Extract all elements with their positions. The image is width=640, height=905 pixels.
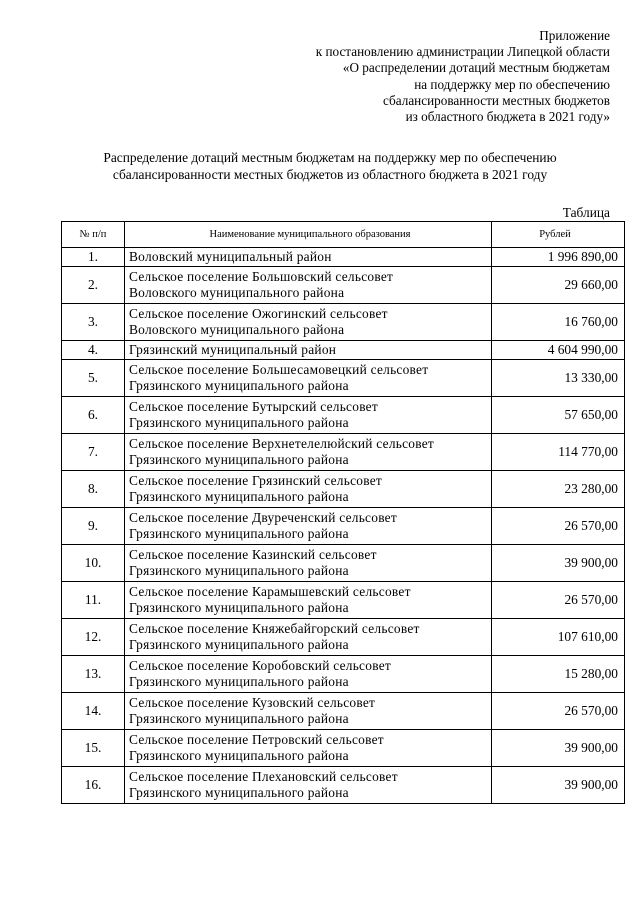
municipality-name-line: Грязинского муниципального района	[129, 711, 349, 726]
municipality-name	[125, 471, 492, 508]
municipality-name	[125, 434, 492, 471]
row-number: 9.	[62, 508, 125, 545]
table-row	[62, 267, 625, 304]
amount-rubles: 39 900,00	[492, 545, 625, 582]
document-title	[40, 150, 620, 183]
amount-rubles: 4 604 990,00	[492, 341, 625, 360]
municipality-name-line: Сельское поселение Ожогинский сельсовет	[129, 306, 388, 322]
row-number: 10.	[62, 545, 125, 582]
appendix-line: к постановлению администрации Липецкой области	[315, 44, 610, 60]
amount-rubles: 16 760,00	[492, 304, 625, 341]
amount-rubles: 23 280,00	[492, 471, 625, 508]
table-row	[62, 693, 625, 730]
table-header-row	[62, 222, 625, 248]
appendix-line: «О распределении дотаций местным бюджетам	[342, 60, 610, 76]
row-number: 7.	[62, 434, 125, 471]
municipality-name-line: Сельское поселение Большесамовецкий сельсовет	[129, 362, 429, 378]
municipality-name	[125, 619, 492, 656]
appendix-line: Приложение	[539, 28, 610, 43]
row-number: 16.	[62, 767, 125, 804]
row-number: 2.	[62, 267, 125, 304]
municipality-name-line: Сельское поселение Казинский сельсовет	[129, 547, 377, 563]
municipality-name-line: Сельское поселение Двуреченский сельсовет	[129, 510, 397, 526]
table-row	[62, 434, 625, 471]
municipality-name	[125, 341, 492, 360]
municipality-name-line: Грязинского муниципального района	[129, 674, 349, 689]
row-number: 5.	[62, 360, 125, 397]
municipality-name-line: Воловского муниципального района	[129, 322, 345, 337]
municipality-name-line: Сельское поселение Плехановский сельсовет	[129, 769, 398, 785]
table-row	[62, 656, 625, 693]
allocation-table	[61, 221, 625, 804]
appendix-block	[210, 28, 610, 125]
table-row	[62, 397, 625, 434]
table-row	[62, 471, 625, 508]
municipality-name	[125, 397, 492, 434]
amount-rubles: 15 280,00	[492, 656, 625, 693]
municipality-name-line: Грязинского муниципального района	[129, 637, 349, 652]
appendix-line: из областного бюджета в 2021 году»	[405, 109, 610, 125]
table-row	[62, 582, 625, 619]
municipality-name-line: Воловского муниципального района	[129, 285, 345, 300]
amount-rubles: 26 570,00	[492, 693, 625, 730]
amount-rubles: 29 660,00	[492, 267, 625, 304]
table-label: Таблица	[562, 205, 610, 220]
appendix-line: сбалансированности местных бюджетов	[383, 92, 610, 108]
municipality-name	[125, 730, 492, 767]
title-line-2: сбалансированности местных бюджетов из областного бюджета в 2021 году	[112, 166, 548, 182]
municipality-name-line: Грязинского муниципального района	[129, 415, 349, 430]
municipality-name-line: Сельское поселение Кузовский сельсовет	[129, 695, 376, 711]
municipality-name-line: Сельское поселение Грязинский сельсовет	[129, 473, 383, 489]
table-row	[62, 619, 625, 656]
municipality-name-line: Сельское поселение Карамышевский сельсовет	[129, 584, 411, 600]
municipality-name-line: Грязинского муниципального района	[129, 452, 349, 467]
amount-rubles: 26 570,00	[492, 508, 625, 545]
municipality-name-line: Грязинского муниципального района	[129, 489, 349, 504]
row-number: 15.	[62, 730, 125, 767]
row-number: 13.	[62, 656, 125, 693]
municipality-name-line: Грязинского муниципального района	[129, 600, 349, 615]
table-body	[62, 248, 625, 804]
municipality-name-line: Грязинский муниципальный район	[129, 342, 337, 358]
municipality-name-line: Сельское поселение Коробовский сельсовет	[129, 658, 391, 674]
amount-rubles: 114 770,00	[492, 434, 625, 471]
row-number: 14.	[62, 693, 125, 730]
table-row	[62, 545, 625, 582]
municipality-name	[125, 656, 492, 693]
table-row	[62, 248, 625, 267]
municipality-name-line: Сельское поселение Большовский сельсовет	[129, 269, 394, 285]
amount-rubles: 1 996 890,00	[492, 248, 625, 267]
title-line-1: Распределение дотаций местным бюджетам на поддержку мер по обеспечению	[103, 150, 557, 165]
amount-rubles: 39 900,00	[492, 767, 625, 804]
municipality-name	[125, 508, 492, 545]
table-row	[62, 730, 625, 767]
row-number: 4.	[62, 341, 125, 360]
header-name: Наименование муниципального образования	[125, 222, 492, 248]
municipality-name	[125, 304, 492, 341]
municipality-name	[125, 248, 492, 267]
municipality-name	[125, 582, 492, 619]
municipality-name-line: Грязинского муниципального района	[129, 748, 349, 763]
row-number: 3.	[62, 304, 125, 341]
table-row	[62, 508, 625, 545]
municipality-name-line: Сельское поселение Верхнетелелюйский сельсовет	[129, 436, 435, 452]
table-row	[62, 304, 625, 341]
amount-rubles: 57 650,00	[492, 397, 625, 434]
amount-rubles: 107 610,00	[492, 619, 625, 656]
municipality-name-line: Сельское поселение Бутырский сельсовет	[129, 399, 378, 415]
row-number: 11.	[62, 582, 125, 619]
table-row	[62, 360, 625, 397]
row-number: 6.	[62, 397, 125, 434]
amount-rubles: 13 330,00	[492, 360, 625, 397]
municipality-name	[125, 545, 492, 582]
header-amount: Рублей	[492, 222, 625, 248]
appendix-line: на поддержку мер по обеспечению	[414, 76, 610, 92]
row-number: 8.	[62, 471, 125, 508]
municipality-name	[125, 693, 492, 730]
municipality-name-line: Сельское поселение Княжебайгорский сельсовет	[129, 621, 420, 637]
municipality-name	[125, 267, 492, 304]
table-row	[62, 341, 625, 360]
amount-rubles: 26 570,00	[492, 582, 625, 619]
municipality-name-line: Сельское поселение Петровский сельсовет	[129, 732, 384, 748]
municipality-name-line: Грязинского муниципального района	[129, 526, 349, 541]
row-number: 12.	[62, 619, 125, 656]
municipality-name-line: Грязинского муниципального района	[129, 785, 349, 800]
amount-rubles: 39 900,00	[492, 730, 625, 767]
header-num: № п/п	[62, 222, 125, 248]
municipality-name-line: Грязинского муниципального района	[129, 378, 349, 393]
municipality-name	[125, 360, 492, 397]
municipality-name	[125, 767, 492, 804]
municipality-name-line: Грязинского муниципального района	[129, 563, 349, 578]
table-row	[62, 767, 625, 804]
row-number: 1.	[62, 248, 125, 267]
municipality-name-line: Воловский муниципальный район	[129, 249, 332, 265]
